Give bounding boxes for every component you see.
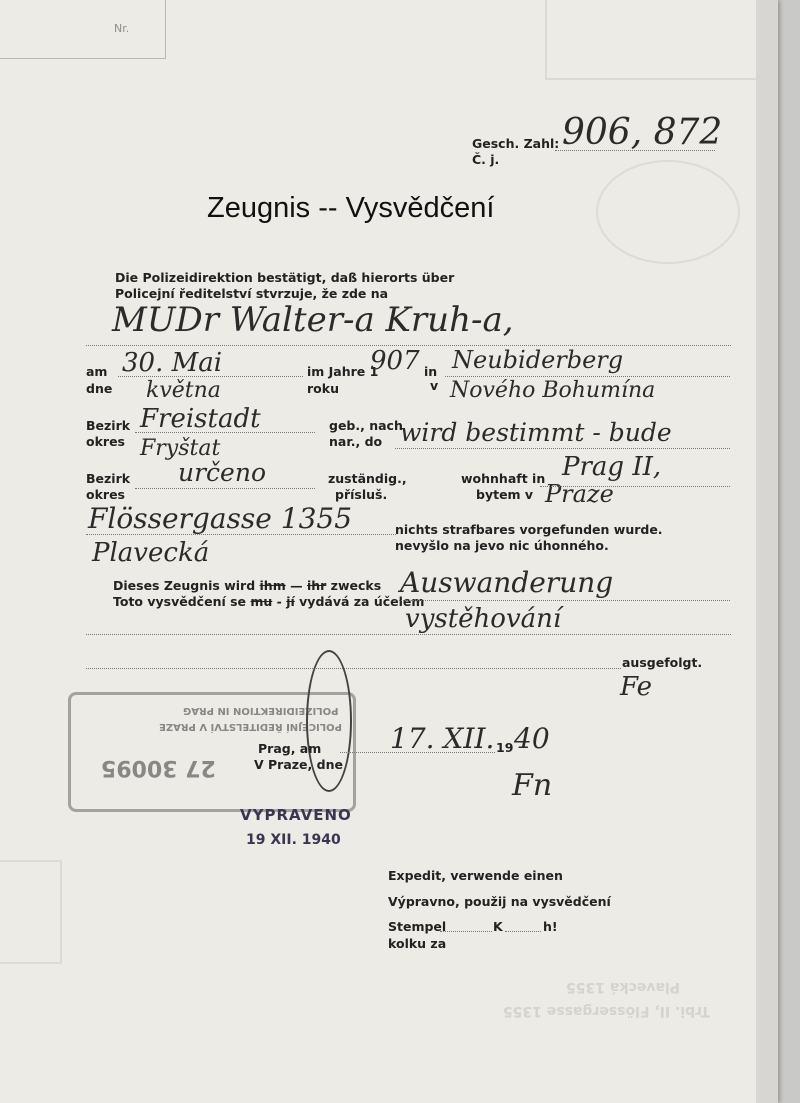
stempel-k-line [440, 931, 492, 932]
cislo-jednaci-label: Č. j. [472, 152, 500, 167]
purpose-line-2 [86, 634, 731, 635]
document-title: Zeugnis -- Vysvědčení [207, 192, 495, 224]
stempel-h-line [505, 931, 541, 932]
reference-label: Nr. [114, 22, 130, 35]
geb-label: geb., nach [329, 418, 403, 433]
h-label: h! [543, 919, 558, 934]
k-label: K [493, 919, 503, 934]
birth-place-de: Neubiderberg [452, 346, 624, 374]
intro-german: Die Polizeidirektion bestätigt, daß hierorts über [115, 270, 455, 285]
bleed-through-box [0, 860, 62, 964]
page-edge [756, 0, 778, 1103]
birth-place-cz: Nového Bohumína [450, 378, 656, 403]
birth-place-line [445, 376, 730, 377]
expedit-german: Expedit, verwende einen [388, 868, 563, 883]
district-line [135, 432, 315, 433]
am-label: am [86, 364, 108, 379]
purpose-czech: Toto vysvědčení se mu - jí vydává za účelem [113, 594, 425, 609]
okres-label-2: okres [86, 487, 125, 502]
year-prefix: 19 [496, 740, 514, 755]
v-label: v [430, 378, 439, 393]
purpose-line [395, 600, 730, 601]
vypraveno-date: 19 XII. 1940 [246, 832, 341, 848]
birth-day-cz: května [146, 378, 221, 403]
number-line [555, 150, 715, 151]
bleed-through-circle [596, 160, 740, 264]
birth-day-line [118, 376, 303, 377]
purpose-value-cz: vystěhování [405, 604, 562, 634]
gesch-zahl-label: Gesch. Zahl: [472, 136, 560, 151]
vypraveno-stamp: VYPRAVENO [240, 806, 352, 824]
residence-city-de: Prag II, [562, 452, 662, 482]
police-rubber-stamp: POLIZEIDIREKTION IN PRAG POLICEJNÍ ŘEDITELSTVÍ V PRAZE 27 30095 [68, 692, 356, 812]
wohnhaft-label: wohnhaft in [461, 471, 546, 486]
v-praze-dne-label: V Praze, dne [254, 757, 343, 772]
year-label-de: im Jahre 1 [307, 364, 379, 379]
bezirk-label: Bezirk [86, 418, 131, 433]
finding-czech: nevyšlo na jevo nic úhonného. [395, 538, 609, 553]
purpose-german: Dieses Zeugnis wird ihm — ihr zwecks [113, 578, 382, 593]
official-signature: Fn [512, 768, 553, 803]
issue-date: 17. XII. [390, 722, 495, 755]
nar-label: nar., do [329, 434, 383, 449]
birth-day-de: 30. Mai [122, 348, 223, 378]
residence-district-line [135, 488, 315, 489]
bytem-label: bytem v [476, 487, 534, 502]
ausgefolgt-label: ausgefolgt. [622, 655, 703, 670]
in-label: in [424, 364, 438, 379]
prag-am-label: Prag, am [258, 741, 322, 756]
stempel-label: Stempel [388, 919, 447, 934]
clerk-initials: Fe [620, 672, 653, 702]
dne-label: dne [86, 381, 113, 396]
residence-city-cz: Praze [545, 480, 614, 508]
purpose-value-de: Auswanderung [400, 566, 614, 599]
street-cz: Plavecká [92, 538, 210, 568]
year-label-cz: roku [307, 381, 339, 396]
kolku-label: kolku za [388, 936, 447, 951]
finding-german: nichts strafbares vorgefunden wurde. [395, 522, 663, 537]
intro-czech: Policejní ředitelství stvrzuje, že zde na [115, 286, 389, 301]
okres-label: okres [86, 434, 125, 449]
residence-city-line [540, 486, 730, 487]
reference-number: 906, 872 [562, 112, 723, 153]
person-name: MUDr Walter-a Kruh-a, [112, 300, 514, 340]
issue-year: 40 [514, 722, 550, 755]
reference-box [0, 0, 166, 59]
bleed-through-stamp [545, 0, 759, 80]
birth-year: 907 [370, 346, 420, 376]
religion-value: wird bestimmt - bude [400, 418, 672, 447]
residence-district: určeno [178, 458, 267, 487]
street-line [86, 534, 396, 535]
bleed-through-text: Trbi. II, Flössergasse 1355 Plavecká 1355 [502, 979, 710, 1019]
zustandig-label: zuständig., [328, 471, 407, 486]
bezirk-label-2: Bezirk [86, 471, 131, 486]
date-line [340, 752, 495, 753]
district-cz: Fryštat [140, 436, 221, 461]
street-de: Flössergasse 1355 [88, 502, 353, 535]
religion-line [395, 448, 730, 449]
district-de: Freistadt [140, 404, 261, 434]
expedit-czech: Výpravno, použij na vysvědčení [388, 894, 611, 909]
issued-line [86, 668, 621, 669]
prislus-label: přísluš. [335, 487, 388, 502]
